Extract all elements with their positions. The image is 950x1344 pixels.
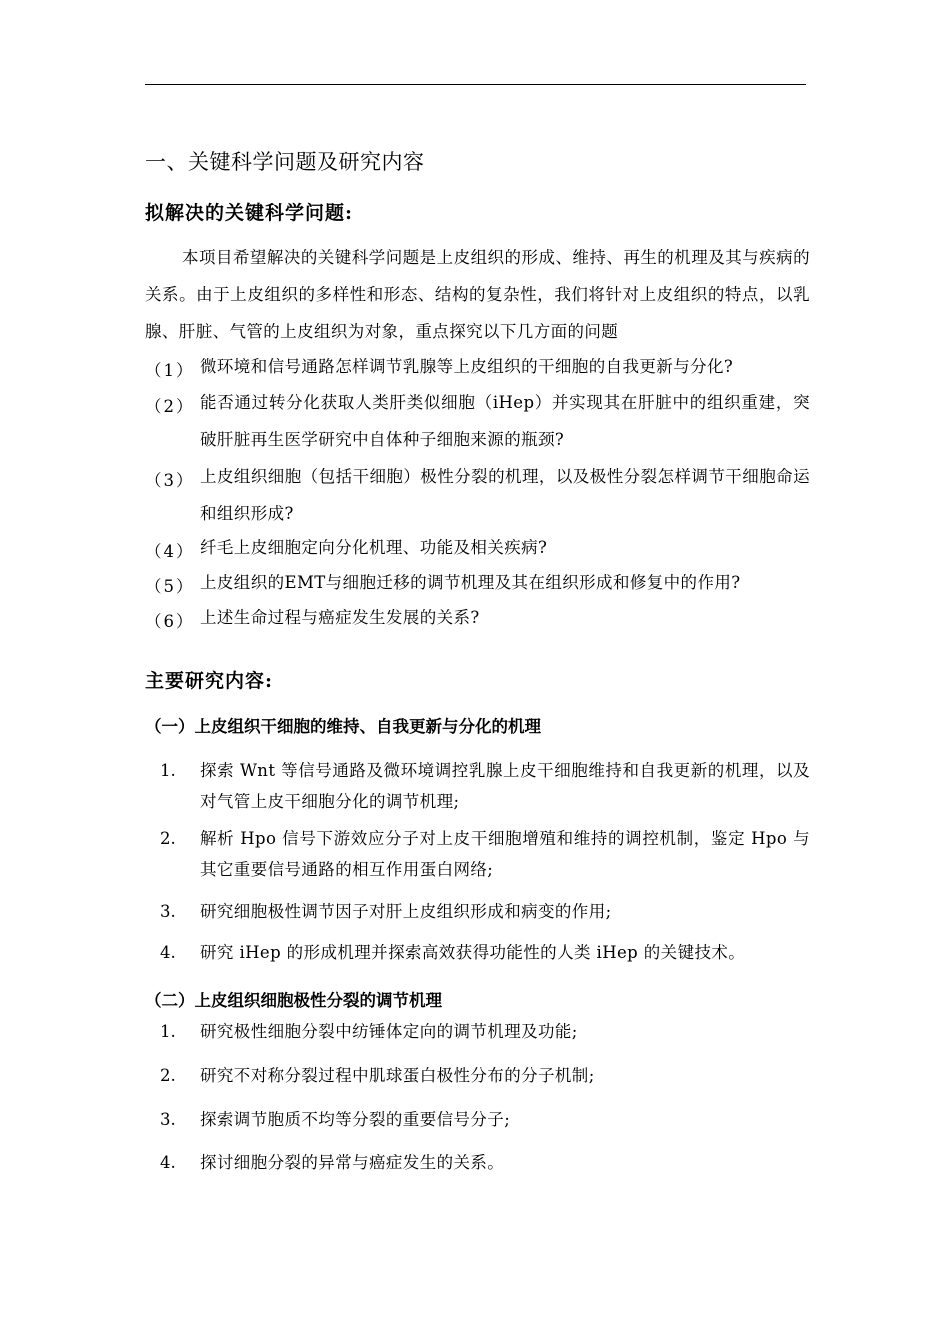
question-text: 能否通过转分化获取人类肝类似细胞（iHep）并实现其在肝脏中的组织重建，突破肝脏再生医学研究中自体种子细胞来源的瓶颈? — [200, 393, 810, 449]
item-number: 1. — [160, 761, 176, 780]
question-number: （6） — [145, 612, 195, 631]
item-number: 4. — [160, 1153, 176, 1172]
item-text: 研究 iHep 的形成机理并探索高效获得功能性的人类 iHep 的关键技术。 — [200, 943, 746, 962]
item-text: 研究不对称分裂过程中肌球蛋白极性分布的分子机制; — [200, 1066, 595, 1085]
question-text: 纤毛上皮细胞定向分化机理、功能及相关疾病? — [200, 538, 548, 557]
question-text: 上述生命过程与癌症发生发展的关系? — [200, 608, 480, 627]
group-title: （一）上皮组织干细胞的维持、自我更新与分化的机理 — [145, 717, 541, 736]
question-number: （4） — [145, 542, 195, 561]
item-number: 3. — [160, 1110, 176, 1129]
header-rule — [145, 84, 806, 85]
question-number: （3） — [145, 471, 195, 490]
questions-heading: 拟解决的关键科学问题: — [145, 202, 354, 224]
item-text: 探讨细胞分裂的异常与癌症发生的关系。 — [200, 1153, 505, 1172]
item-number: 2. — [160, 829, 176, 848]
content-heading: 主要研究内容: — [145, 670, 274, 692]
item-text: 解析 Hpo 信号下游效应分子对上皮干细胞增殖和维持的调控机制，鉴定 Hpo 与其它重要信号通路的相互作用蛋白网络; — [200, 829, 810, 879]
item-text: 研究极性细胞分裂中纺锤体定向的调节机理及功能; — [200, 1022, 578, 1041]
item-number: 2. — [160, 1066, 176, 1085]
question-text: 微环境和信号通路怎样调节乳腺等上皮组织的干细胞的自我更新与分化? — [200, 357, 734, 376]
item-text: 探索 Wnt 等信号通路及微环境调控乳腺上皮干细胞维持和自我更新的机理，以及对气管上皮干细胞分化的调节机理; — [200, 761, 810, 811]
question-number: （1） — [145, 361, 195, 380]
item-number: 3. — [160, 902, 176, 921]
question-text: 上皮组织的EMT与细胞迁移的调节机理及其在组织形成和修复中的作用? — [200, 573, 741, 592]
item-number: 1. — [160, 1022, 176, 1041]
question-number: （5） — [145, 577, 195, 596]
question-text: 上皮组织细胞（包括干细胞）极性分裂的机理，以及极性分裂怎样调节干细胞命运和组织形成? — [200, 467, 810, 523]
question-number: （2） — [145, 397, 195, 416]
item-text: 研究细胞极性调节因子对肝上皮组织形成和病变的作用; — [200, 902, 612, 921]
item-text: 探索调节胞质不均等分裂的重要信号分子; — [200, 1110, 511, 1129]
item-number: 4. — [160, 943, 176, 962]
section-title: 一、关键科学问题及研究内容 — [145, 150, 425, 174]
intro-paragraph: 本项目希望解决的关键科学问题是上皮组织的形成、维持、再生的机理及其与疾病的关系。由于上皮组织的多样性和形态、结构的复杂性，我们将针对上皮组织的特点，以乳腺、肝脏、气管的上皮组织为对象，重点探究以下几方面的问题 — [145, 248, 810, 341]
group-title: （二）上皮组织细胞极性分裂的调节机理 — [145, 991, 442, 1010]
